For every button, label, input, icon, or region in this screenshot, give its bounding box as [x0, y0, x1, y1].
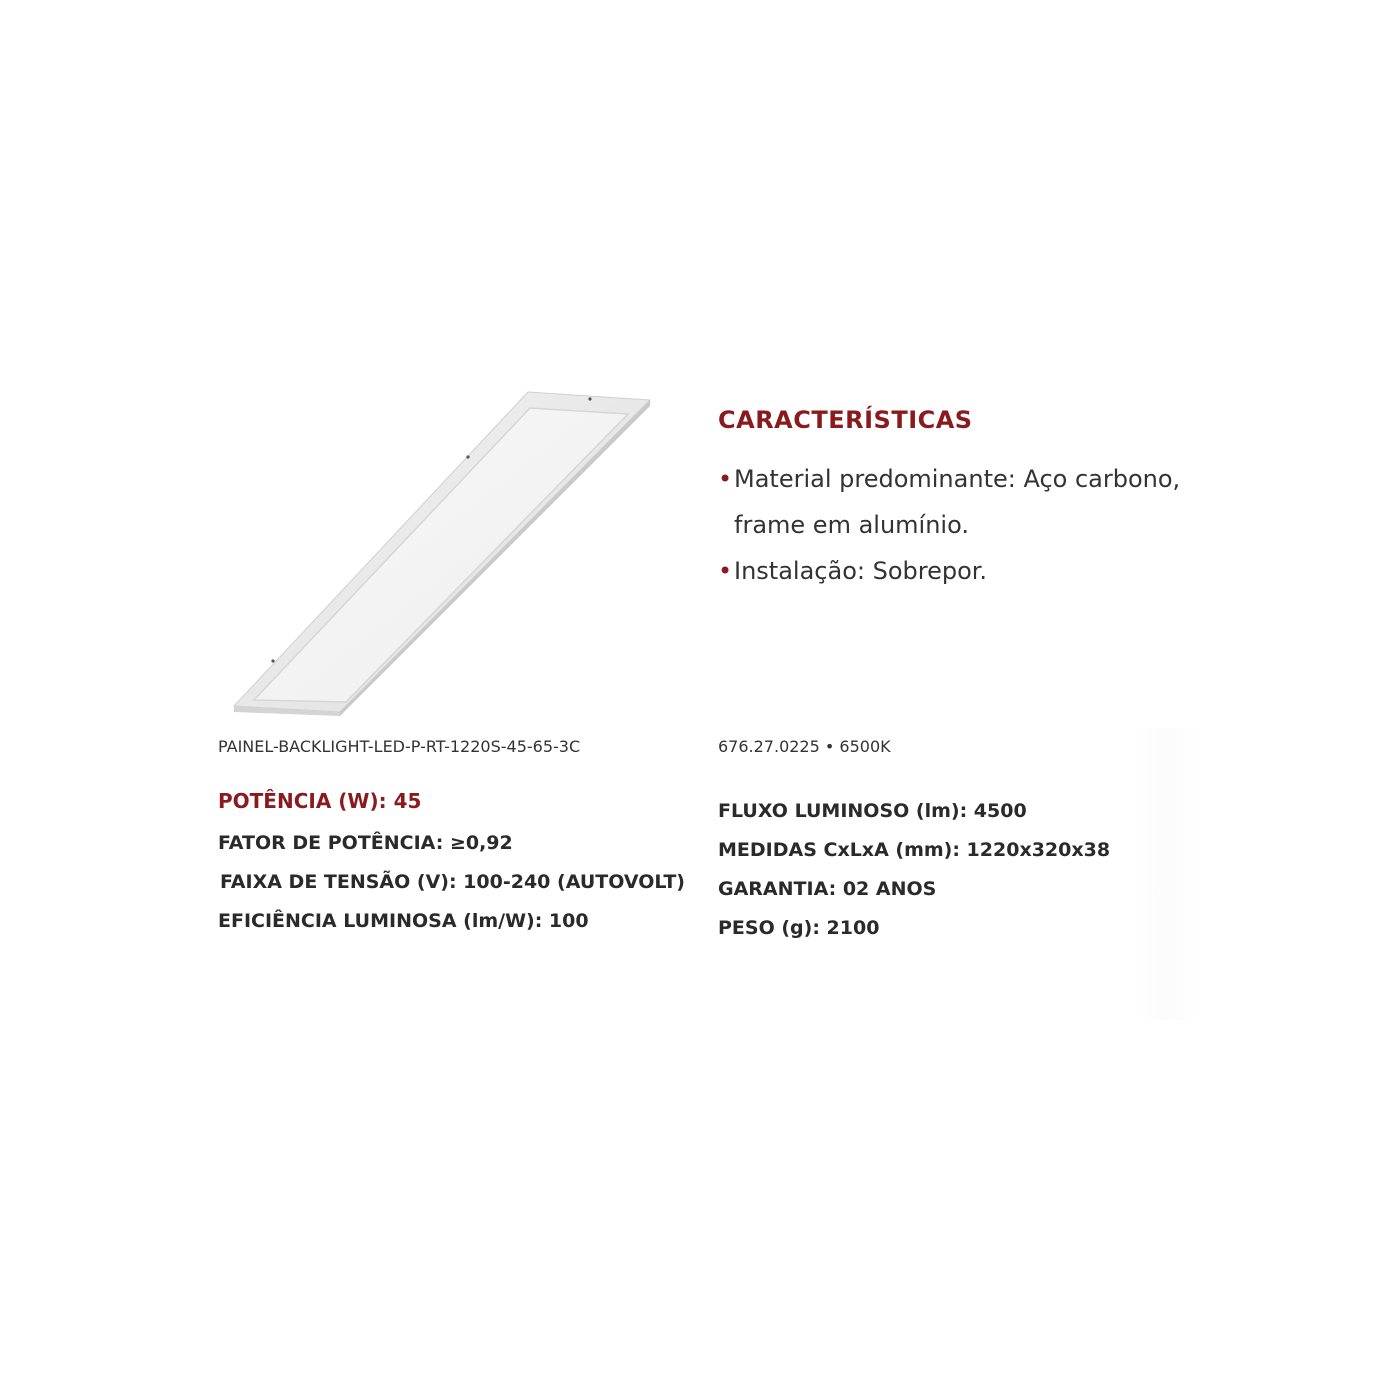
bullet-icon: • [718, 557, 733, 585]
feature-item [718, 548, 1318, 594]
features-list [718, 456, 1318, 594]
feature-text: Instalação: Sobrepor. [734, 557, 988, 585]
spec-voltage-range: FAIXA DE TENSÃO (V): 100-240 (AUTOVOLT) [220, 871, 685, 893]
spec-luminous-flux: FLUXO LUMINOSO (lm): 4500 [718, 800, 1027, 822]
features-section [718, 406, 1318, 594]
feature-text: Material predominante: Aço carbono, [734, 465, 1181, 493]
background-panel [1140, 728, 1198, 1020]
spec-power-factor: FATOR DE POTÊNCIA: ≥0,92 [218, 832, 513, 854]
screw-dot [588, 397, 591, 400]
feature-item [718, 456, 1318, 548]
spec-dimensions: MEDIDAS CxLxA (mm): 1220x320x38 [718, 839, 1111, 861]
spec-weight: PESO (g): 2100 [718, 917, 880, 939]
spec-warranty: GARANTIA: 02 ANOS [718, 878, 937, 900]
product-model: PAINEL-BACKLIGHT-LED-P-RT-1220S-45-65-3C [218, 737, 581, 756]
panel-diffuser [254, 408, 628, 702]
led-panel-image [228, 386, 658, 716]
screw-dot [466, 455, 469, 458]
spec-efficiency: EFICIÊNCIA LUMINOSA (lm/W): 100 [218, 910, 589, 932]
screw-dot [271, 659, 274, 662]
features-title: CARACTERÍSTICAS [718, 406, 973, 434]
spec-power: POTÊNCIA (W): 45 [218, 789, 422, 813]
bullet-icon: • [718, 465, 733, 493]
specs-left [218, 782, 685, 941]
feature-text-continued: frame em alumínio. [734, 511, 969, 539]
product-code-temperature: 676.27.0225 • 6500K [718, 737, 891, 756]
specs-right [718, 792, 1110, 948]
